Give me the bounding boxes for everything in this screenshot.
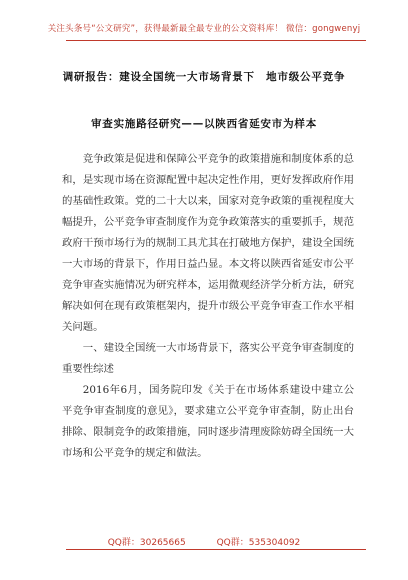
document-body	[62, 149, 354, 464]
section-heading-1: 一、建设全国统一大市场背景下，落实公平竞争审查制度的重要性综述	[62, 342, 354, 375]
document-title-line-1: 调研报告：建设全国统一大市场背景下 地市级公平竞争	[62, 71, 346, 83]
footer	[0, 535, 408, 548]
paragraph-intro: 竞争政策是促进和保障公平竞争的政策措施和制度体系的总和，是实现市场在资源配置中起决定性作用，更好发挥政府作用的基础性政策。党的二十大以来，国家对竞争政策的重视程度大幅提升，公平竞争审查制度作为竞争政策落实的重要抓手，规范政府干预市场行为的规制工具尤其在打破地方保护，建设全国统一大市场的背景下，作用日益凸显。本文将以陕西省延安市公平竞争审查实施情况为研究样本，运用微观经济学分析方法，研究解决如何在现有政策框架内，提升市级公平竞争审查工作水平相关问题。	[62, 153, 354, 333]
paragraph-2016: 2016年6月，国务院印发《关于在市场体系建设中建立公平竞争审查制度的意见》，要求建立公平竞争审查制，防止出台排除、限制竞争的政策措施，同时逐步清理废除妨碍全国统一大市场和公平竞争的规定和做法。	[62, 384, 354, 459]
footer-divider	[66, 549, 366, 550]
document-title-line-2: 审查实施路径研究——以陕西省延安市为样本	[91, 118, 317, 130]
footer-qq-group-1: QQ群：30265665	[107, 538, 186, 548]
header-divider	[66, 40, 366, 41]
footer-qq-group-2: QQ群：535304092	[216, 538, 301, 548]
header-banner: 关注头条号“公文研究”，获得最新最全最专业的公文资料库！ 微信：gongwenyj	[47, 24, 361, 34]
